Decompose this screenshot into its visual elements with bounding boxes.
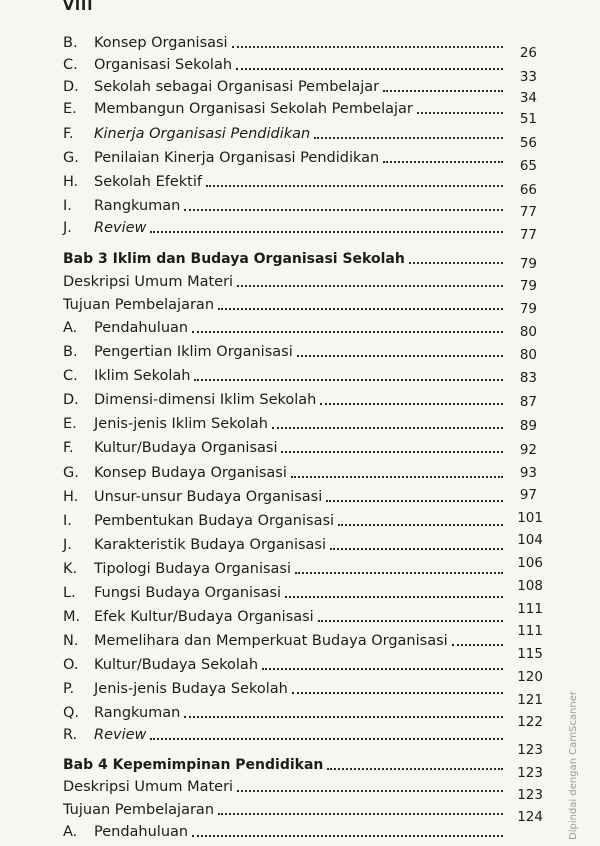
entry-letter: L.	[63, 585, 76, 601]
entry-letter: F.	[63, 440, 74, 456]
entry-title: Sekolah sebagai Organisasi Pembelajar	[94, 79, 380, 95]
entry-letter: E.	[63, 416, 77, 432]
dot-leader	[150, 231, 503, 233]
entry-letter: D.	[63, 79, 79, 95]
entry-letter: N.	[63, 633, 79, 649]
toc-entry	[63, 145, 503, 167]
entry-page: 87	[519, 394, 537, 410]
entry-title: Tipologi Budaya Organisasi	[94, 561, 292, 577]
dot-leader	[417, 112, 503, 114]
entry-page: 121	[517, 692, 543, 708]
entry-title: Review	[94, 727, 147, 743]
toc-entry	[63, 52, 503, 74]
toc-entry	[63, 774, 503, 796]
entry-title: Tujuan Pembelajaran	[63, 297, 215, 313]
toc-entry	[63, 604, 503, 626]
chapter-heading	[63, 246, 503, 268]
entry-letter: M.	[63, 609, 81, 625]
entry-letter: G.	[63, 150, 79, 166]
entry-letter: C.	[63, 57, 78, 73]
entry-title: Organisasi Sekolah	[94, 57, 233, 73]
dot-leader	[281, 451, 503, 453]
entry-letter: F.	[63, 126, 74, 142]
entry-page: 89	[519, 418, 537, 434]
entry-title: Pengertian Iklim Organisasi	[94, 344, 293, 360]
entry-letter: B.	[63, 35, 78, 51]
entry-title: Jenis-jenis Budaya Sekolah	[94, 681, 288, 697]
toc-entry	[63, 169, 503, 191]
dot-leader	[236, 68, 503, 70]
entry-letter: J.	[63, 220, 72, 236]
toc-entry	[63, 508, 503, 530]
entry-page: 26	[519, 45, 537, 61]
entry-page: 108	[517, 578, 543, 594]
entry-page: 33	[519, 69, 537, 85]
entry-letter: R.	[63, 727, 78, 743]
toc-entry	[63, 315, 503, 337]
entry-page: 111	[517, 623, 543, 639]
entry-title: Deskripsi Umum Materi	[63, 274, 234, 290]
entry-page: 34	[519, 90, 537, 106]
dot-leader	[383, 161, 503, 163]
dot-leader	[192, 835, 503, 837]
dot-leader	[338, 524, 503, 526]
entry-letter: K.	[63, 561, 78, 577]
entry-page: 80	[519, 324, 537, 340]
entry-letter: G.	[63, 465, 79, 481]
entry-title: Konsep Organisasi	[94, 35, 228, 51]
toc-entry	[63, 556, 503, 578]
chapter-heading	[63, 752, 503, 774]
entry-letter: C.	[63, 368, 78, 384]
entry-title: Tujuan Pembelajaran	[63, 802, 215, 818]
entry-title: Karakteristik Budaya Organisasi	[94, 537, 327, 553]
entry-page: 106	[517, 555, 543, 571]
toc-entry	[63, 292, 503, 314]
entry-page: 80	[519, 347, 537, 363]
entry-letter: I.	[63, 513, 72, 529]
dot-leader	[292, 692, 503, 694]
toc-entry	[63, 363, 503, 385]
entry-title: Fungsi Budaya Organisasi	[94, 585, 282, 601]
toc-entry	[63, 339, 503, 361]
dot-leader	[409, 262, 503, 264]
toc-entry	[63, 819, 503, 841]
toc-entry	[63, 580, 503, 602]
entry-letter: J.	[63, 537, 72, 553]
entry-page: 66	[519, 182, 537, 198]
entry-page: 123	[517, 742, 543, 758]
dot-leader	[272, 427, 503, 429]
toc-entry	[63, 435, 503, 457]
dot-leader	[218, 813, 503, 815]
entry-page: 79	[519, 301, 537, 317]
dot-leader	[184, 716, 503, 718]
dot-leader	[206, 185, 503, 187]
entry-title: Pendahuluan	[94, 824, 189, 840]
dot-leader	[330, 548, 503, 550]
entry-letter: Q.	[63, 705, 80, 721]
toc-entry	[63, 96, 503, 118]
entry-title: Konsep Budaya Organisasi	[94, 465, 287, 481]
entry-title: Efek Kultur/Budaya Organisasi	[94, 609, 314, 625]
dot-leader	[320, 403, 503, 405]
dot-leader	[285, 596, 503, 598]
entry-title: Pendahuluan	[94, 320, 189, 336]
entry-title: Bab 3 Iklim dan Budaya Organisasi Sekolah	[63, 251, 405, 267]
dot-leader	[192, 331, 503, 333]
entry-page: 104	[517, 532, 543, 548]
entry-title: Review	[94, 220, 147, 236]
dot-leader	[262, 668, 503, 670]
entry-title: Kultur/Budaya Organisasi	[94, 440, 278, 456]
toc-entry	[63, 74, 503, 96]
entry-page: 123	[517, 787, 543, 803]
entry-title: Deskripsi Umum Materi	[63, 779, 234, 795]
entry-page: 120	[517, 669, 543, 685]
entry-letter: O.	[63, 657, 79, 673]
entry-page: 56	[519, 135, 537, 151]
toc-entry	[63, 193, 503, 215]
entry-title: Kultur/Budaya Sekolah	[94, 657, 259, 673]
entry-page: 65	[519, 158, 537, 174]
toc-entry	[63, 628, 503, 650]
toc-entry	[63, 387, 503, 409]
dot-leader	[327, 768, 503, 770]
toc-entry	[63, 30, 503, 52]
toc-entry	[63, 532, 503, 554]
entry-title: Unsur-unsur Budaya Organisasi	[94, 489, 323, 505]
toc-entry	[63, 700, 503, 722]
dot-leader	[237, 285, 503, 287]
toc-entry	[63, 215, 503, 237]
dot-leader	[194, 379, 503, 381]
entry-title: Kinerja Organisasi Pendidikan	[94, 126, 311, 142]
dot-leader	[326, 500, 503, 502]
entry-letter: A.	[63, 824, 78, 840]
toc-entry	[63, 269, 503, 291]
entry-page: 97	[519, 487, 537, 503]
entry-page: 92	[519, 442, 537, 458]
scanner-watermark: Dipindai dengan CamScanner	[568, 691, 579, 840]
entry-page: 83	[519, 370, 537, 386]
dot-leader	[297, 355, 503, 357]
entry-page: 93	[519, 465, 537, 481]
entry-page: 79	[519, 278, 537, 294]
entry-title: Rangkuman	[94, 198, 181, 214]
entry-letter: I.	[63, 198, 72, 214]
entry-title: Bab 4 Kepemimpinan Pendidikan	[63, 757, 324, 773]
entry-title: Rangkuman	[94, 705, 181, 721]
entry-page: 77	[519, 227, 537, 243]
dot-leader	[291, 476, 503, 478]
toc-entry	[63, 121, 503, 143]
entry-page: 77	[519, 204, 537, 220]
entry-page: 101	[517, 510, 543, 526]
entry-letter: D.	[63, 392, 79, 408]
dot-leader	[184, 209, 503, 211]
entry-title: Pembentukan Budaya Organisasi	[94, 513, 335, 529]
entry-title: Membangun Organisasi Sekolah Pembelajar	[94, 101, 413, 117]
entry-page: 51	[519, 111, 537, 127]
entry-page: 115	[517, 646, 543, 662]
entry-page: 123	[517, 765, 543, 781]
dot-leader	[150, 738, 503, 740]
entry-title: Penilaian Kinerja Organisasi Pendidikan	[94, 150, 380, 166]
dot-leader	[232, 46, 503, 48]
toc-entry	[63, 676, 503, 698]
entry-letter: H.	[63, 174, 79, 190]
entry-page: 124	[517, 809, 543, 825]
toc-entry	[63, 411, 503, 433]
entry-title: Jenis-jenis Iklim Sekolah	[94, 416, 268, 432]
entry-page: 79	[519, 256, 537, 272]
entry-title: Sekolah Efektif	[94, 174, 202, 190]
toc-entry	[63, 722, 503, 744]
dot-leader	[452, 644, 503, 646]
dot-leader	[314, 137, 503, 139]
entry-page: 111	[517, 601, 543, 617]
entry-letter: H.	[63, 489, 79, 505]
entry-letter: E.	[63, 101, 77, 117]
entry-letter: A.	[63, 320, 78, 336]
dot-leader	[383, 90, 503, 92]
dot-leader	[218, 308, 503, 310]
entry-letter: P.	[63, 681, 75, 697]
toc-entry	[63, 797, 503, 819]
entry-title: Iklim Sekolah	[94, 368, 191, 384]
entry-title: Memelihara dan Memperkuat Budaya Organisasi	[94, 633, 448, 649]
dot-leader	[237, 790, 503, 792]
dot-leader	[318, 620, 503, 622]
toc-entry	[63, 460, 503, 482]
dot-leader	[295, 572, 503, 574]
toc-entry	[63, 484, 503, 506]
entry-letter: B.	[63, 344, 78, 360]
entry-page: 122	[517, 714, 543, 730]
toc-entry	[63, 652, 503, 674]
entry-title: Dimensi-dimensi Iklim Sekolah	[94, 392, 317, 408]
page-number: VIII	[63, 0, 94, 14]
